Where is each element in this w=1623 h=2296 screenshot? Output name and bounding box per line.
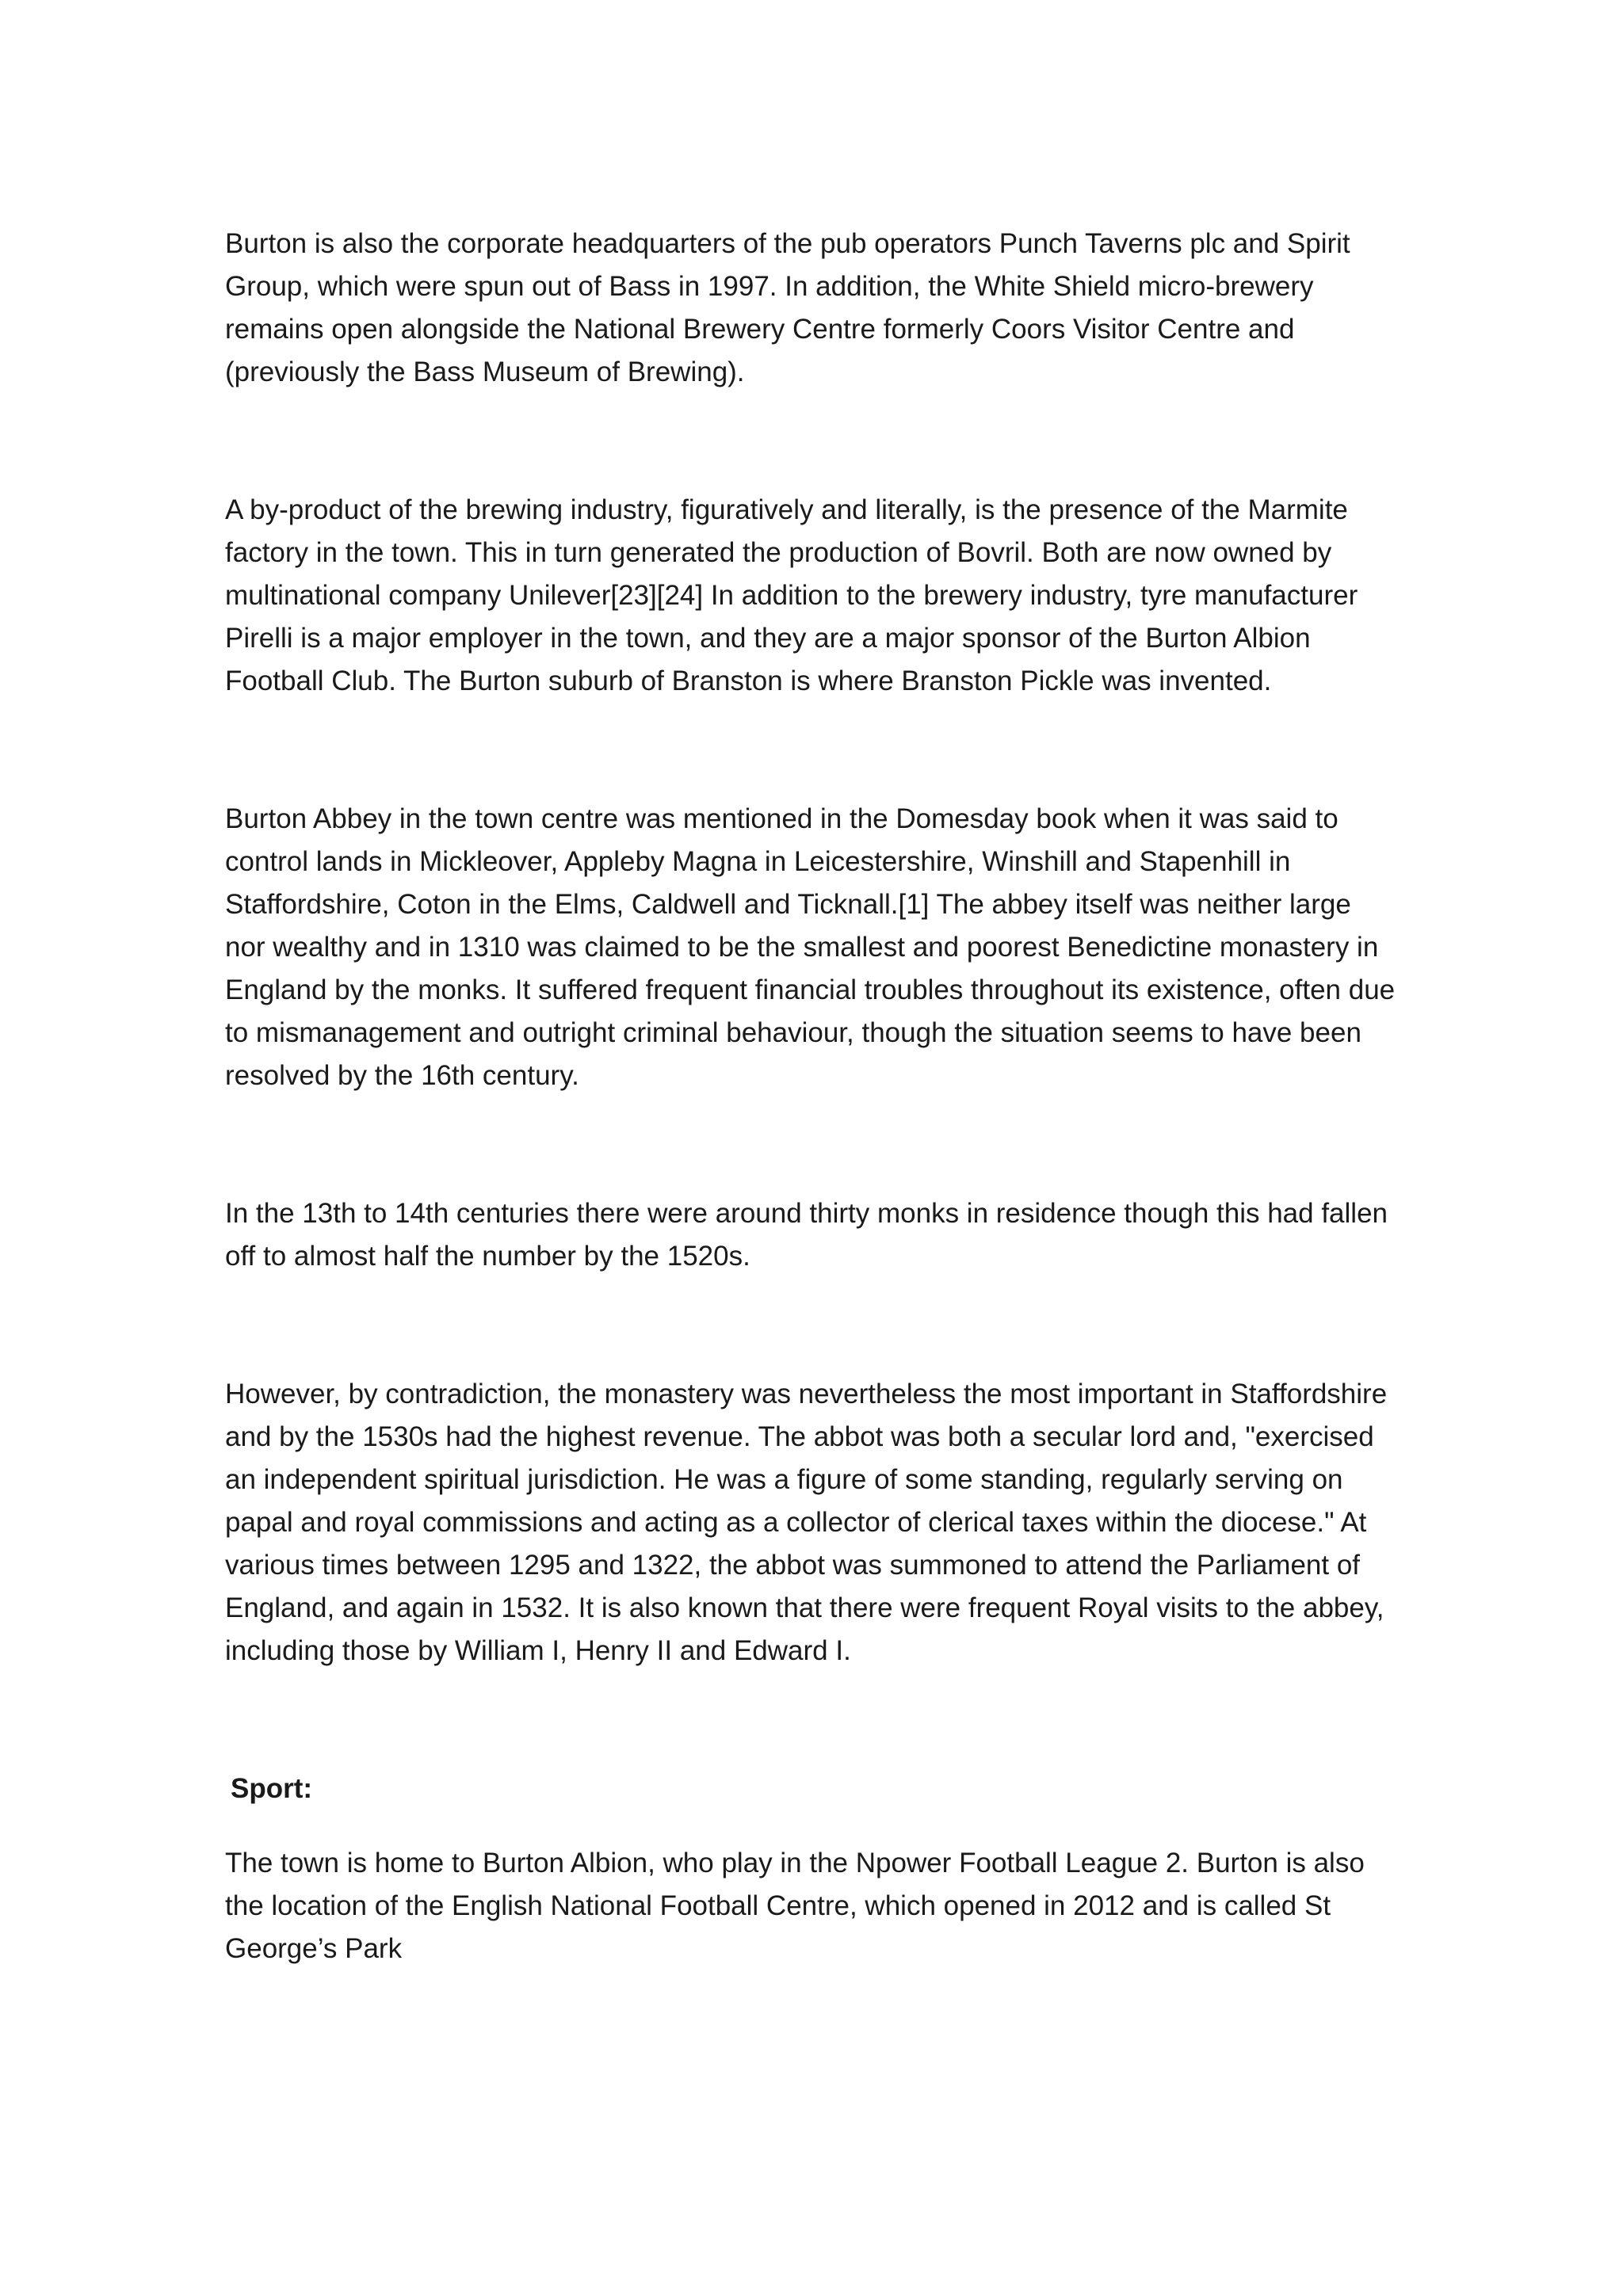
paragraph-sport: The town is home to Burton Albion, who play in the Npower Football League 2. Burton is also the location of the English National Football Centre, which opened in 2012 and is called St George’s Park: [225, 1848, 1365, 1964]
paragraph-punch-taverns: Burton is also the corporate headquarters of the pub operators Punch Taverns plc and Spirit Group, which were spun out of Bass in 1997. In addition, the White Shield micro-brewery remains open alongside the National Brewery Centre formerly Coors Visitor Centre and (previously the Bass Museum of Brewing).: [225, 228, 1350, 387]
paragraph-burton-abbey: Burton Abbey in the town centre was mentioned in the Domesday book when it was said to control lands in Mickleover, Appleby Magna in Leicestershire, Winshill and Stapenhill in Staffordshire, Coton in the Elms, Caldwell and Ticknall.[1] The abbey itself was neither large nor wealthy and in 1310 was claimed to be the smallest and poorest Benedictine monastery in England by the monks. It suffered frequent financial troubles throughout its existence, often due to mismanagement and outright criminal behaviour, though the situation seems to have been resolved by the 16th century.: [225, 803, 1396, 1091]
document-body: [225, 223, 1398, 1970]
section-heading-sport: Sport:: [231, 1773, 313, 1804]
paragraph-marmite: A by-product of the brewing industry, figuratively and literally, is the presence of the Marmite factory in the town. This in turn generated the production of Bovril. Both are now owned by multinational company Unilever[23][24] In addition to the brewery industry, tyre manufacturer Pirelli is a major employer in the town, and they are a major sponsor of the Burton Albion Football Club. The Burton suburb of Branston is where Branston Pickle was invented.: [225, 494, 1358, 696]
paragraph-monastery-importance: However, by contradiction, the monastery was nevertheless the most important in Staffordshire and by the 1530s had the highest revenue. The abbot was both a secular lord and, "exercised an independent spiritual jurisdiction. He was a figure of some standing, regularly serving on papal and royal commissions and acting as a collector of clerical taxes within the diocese." At various times between 1295 and 1322, the abbot was summoned to attend the Parliament of England, and again in 1532. It is also known that there were frequent Royal visits to the abbey, including those by William I, Henry II and Edward I.: [225, 1379, 1388, 1666]
paragraph-monks: In the 13th to 14th centuries there were around thirty monks in residence though this had fallen off to almost half the number by the 1520s.: [225, 1198, 1388, 1272]
